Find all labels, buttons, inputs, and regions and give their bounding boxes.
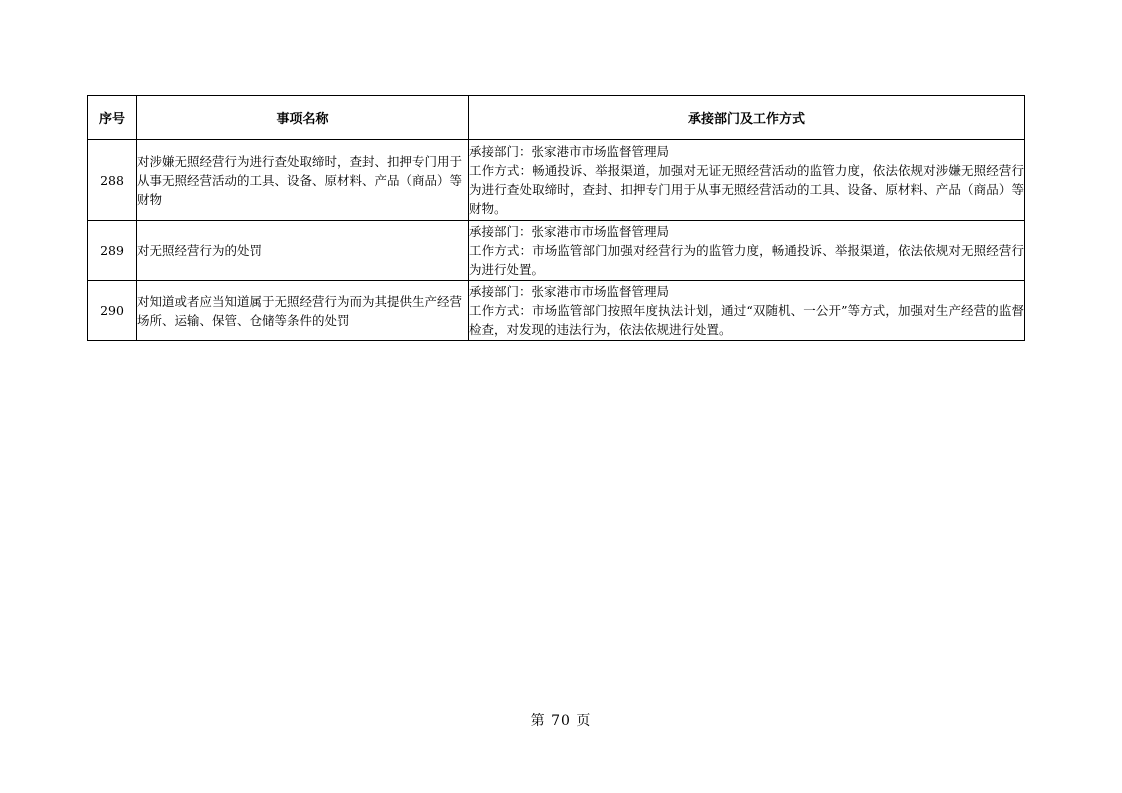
row-serial: 290 xyxy=(88,281,137,341)
row-method: 工作方式：市场监管部门加强对经营行为的监管力度，畅通投诉、举报渠道，依法依规对无照经营行为进行处置。 xyxy=(469,243,1024,277)
row-dept-method xyxy=(469,281,1025,341)
table-row xyxy=(88,221,1025,281)
header-dept-method: 承接部门及工作方式 xyxy=(469,96,1025,140)
row-item-name: 对无照经营行为的处罚 xyxy=(137,221,469,281)
table-header-row xyxy=(88,96,1025,140)
header-item-name: 事项名称 xyxy=(137,96,469,140)
items-table xyxy=(87,95,1025,341)
table-row xyxy=(88,140,1025,221)
page-number: 第 70 页 xyxy=(530,713,592,729)
row-method: 工作方式：畅通投诉、举报渠道，加强对无证无照经营活动的监管力度，依法依规对涉嫌无照经营行为进行查处取缔时，查封、扣押专门用于从事无照经营活动的工具、设备、原材料、产品（商品）等财物。 xyxy=(469,163,1024,216)
table-row xyxy=(88,281,1025,341)
row-dept: 承接部门：张家港市市场监督管理局 xyxy=(469,284,670,299)
row-item-name: 对涉嫌无照经营行为进行查处取缔时，查封、扣押专门用于从事无照经营活动的工具、设备、原材料、产品（商品）等财物 xyxy=(137,140,469,221)
row-dept-method xyxy=(469,221,1025,281)
row-item-name: 对知道或者应当知道属于无照经营行为而为其提供生产经营场所、运输、保管、仓储等条件的处罚 xyxy=(137,281,469,341)
row-method: 工作方式：市场监管部门按照年度执法计划，通过“双随机、一公开”等方式，加强对生产经营的监督检查，对发现的违法行为，依法依规进行处置。 xyxy=(469,303,1024,337)
row-serial: 288 xyxy=(88,140,137,221)
header-serial: 序号 xyxy=(88,96,137,140)
row-dept-method xyxy=(469,140,1025,221)
row-serial: 289 xyxy=(88,221,137,281)
row-dept: 承接部门：张家港市市场监督管理局 xyxy=(469,144,670,159)
row-dept: 承接部门：张家港市市场监督管理局 xyxy=(469,224,670,239)
